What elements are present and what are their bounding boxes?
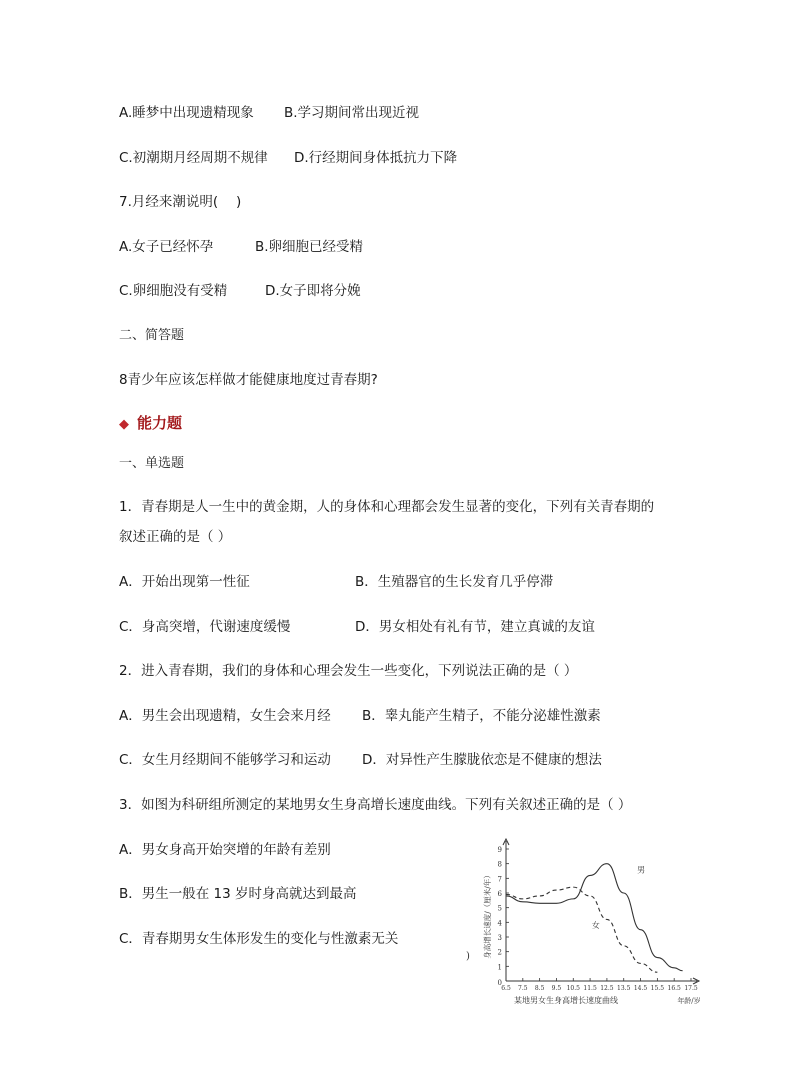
q3-option-a: A．男女身高开始突增的年龄有差别 [119, 842, 331, 858]
question-3: 3．如图为科研组所测定的某地男女生身高增长速度曲线。下列有关叙述正确的是（ ） [119, 797, 632, 813]
question-7: 7.月经来潮说明( ) [119, 194, 242, 210]
question-8: 8青少年应该怎样做才能健康地度过青春期? [119, 372, 378, 388]
q1-option-d: D．男女相处有礼有节，建立真诚的友谊 [355, 619, 595, 635]
x-tick-label: 16.5 [667, 985, 681, 992]
q3-option-c: C．青春期男女生体形发生的变化与性激素无关 [119, 931, 399, 947]
y-axis-label: 身高增长速度/（厘米/年） [483, 871, 492, 959]
x-tick-label: 6.5 [501, 985, 511, 992]
y-tick-label: 4 [497, 919, 502, 928]
growth-speed-chart [464, 838, 704, 1010]
y-tick-label: 9 [497, 846, 502, 854]
q6-option-b: B.学习期间常出现近视 [284, 105, 420, 121]
q3-option-b: B．男生一般在 13 岁时身高就达到最高 [119, 886, 357, 902]
chart-title: 某地男女生身高增长速度曲线 [514, 996, 618, 1005]
x-tick-label: 15.5 [650, 985, 665, 992]
section-short-answer: 二、简答题 [119, 328, 185, 343]
q7-option-b: B.卵细胞已经受精 [255, 239, 364, 255]
series-line-male [506, 864, 683, 971]
section-single-choice: 一、单选题 [119, 456, 185, 471]
x-tick-label: 14.5 [633, 985, 648, 992]
q1-option-c: C．身高突增，代谢速度缓慢 [119, 619, 291, 635]
x-tick-label: 8.5 [534, 985, 545, 992]
y-tick-label: 6 [497, 890, 502, 898]
q7-option-d: D.女子即将分娩 [265, 283, 361, 299]
q6-option-a: A.睡梦中出现遗精现象 [119, 105, 254, 121]
series-line-female [506, 887, 657, 972]
origin-label: 0 [497, 979, 502, 987]
x-tick-label: 12.5 [600, 985, 614, 992]
y-tick-label: 3 [497, 934, 502, 942]
q6-option-d: D.行经期间身体抵抗力下降 [294, 150, 458, 166]
question-2: 2．进入青春期，我们的身体和心理会发生一些变化，下列说法正确的是（ ） [119, 663, 578, 679]
x-tick-label: 7.5 [518, 985, 528, 992]
y-tick-label: 7 [497, 875, 502, 884]
y-tick-label: 5 [497, 904, 502, 913]
series-label-male: 男 [637, 865, 646, 875]
q7-option-a: A.女子已经怀孕 [119, 239, 214, 255]
q2-option-a: A．男生会出现遗精，女生会来月经 [119, 708, 331, 724]
question-1-line-2: 叙述正确的是（ ） [119, 529, 232, 545]
question-1-line-1: 1．青春期是人一生中的黄金期，人的身体和心理都会发生显著的变化，下列有关青春期的 [119, 499, 655, 515]
x-tick-label: 13.5 [617, 985, 631, 992]
x-axis-label: 年龄/岁 [677, 997, 701, 1005]
q1-option-b: B．生殖器官的生长发育几乎停滞 [355, 574, 554, 590]
q7-option-c: C.卵细胞没有受精 [119, 283, 228, 299]
q2-option-b: B．睾丸能产生精子，不能分泌雄性激素 [362, 708, 601, 724]
x-tick-label: 10.5 [566, 985, 580, 992]
y-tick-label: 8 [497, 860, 502, 869]
q2-option-d: D．对异性产生朦胧依恋是不健康的想法 [362, 752, 602, 768]
x-tick-label: 9.5 [551, 985, 562, 992]
series-label-female: 女 [591, 921, 600, 931]
q1-option-a: A．开始出现第一性征 [119, 574, 250, 590]
diamond-icon: ◆ [119, 417, 129, 432]
y-tick-label: 1 [497, 963, 502, 972]
x-tick-label: 17.5 [684, 985, 698, 992]
x-tick-label: 11.5 [583, 985, 597, 992]
y-tick-label: 2 [497, 948, 502, 957]
q2-option-c: C．女生月经期间不能够学习和运动 [119, 752, 331, 768]
ability-heading: ◆ 能力题 [119, 414, 183, 432]
side-mark: ) [466, 951, 470, 962]
q6-option-c: C.初潮期月经周期不规律 [119, 150, 268, 166]
